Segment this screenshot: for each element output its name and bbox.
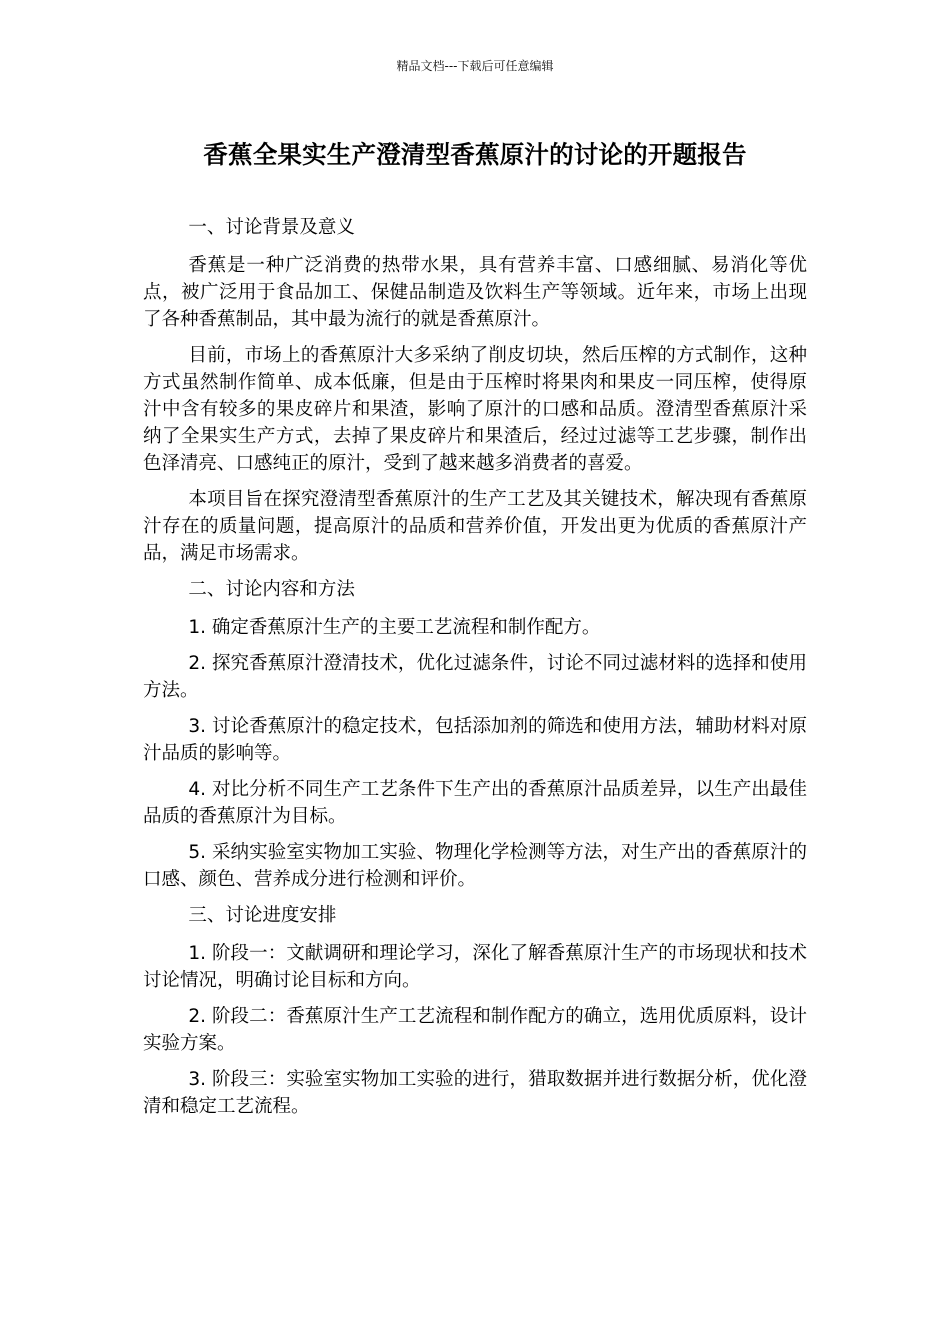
section-heading-content-methods: 二、讨论内容和方法 [188, 579, 355, 600]
list-item-content-4: 4. 对比分析不同生产工艺条件下生产出的香蕉原汁品质差异，以生产出最佳品质的香蕉原汁为目标。 [143, 779, 807, 827]
paragraph-current-methods: 目前，市场上的香蕉原汁大多采纳了削皮切块，然后压榨的方式制作，这种方式虽然制作简单、成本低廉，但是由于压榨时将果肉和果皮一同压榨，使得原汁中含有较多的果皮碎片和果渣，影响了原汁的口感和品质。澄清型香蕉原汁采纳了全果实生产方式，去掉了果皮碎片和果渣后，经过过滤等工艺步骤，制作出色泽清亮、口感纯正的原汁，受到了越来越多消费者的喜爱。 [143, 345, 807, 474]
list-item-content-1: 1. 确定香蕉原汁生产的主要工艺流程和制作配方。 [188, 617, 601, 638]
list-item-schedule-1: 1. 阶段一：文献调研和理论学习，深化了解香蕉原汁生产的市场现状和技术讨论情况，明确讨论目标和方向。 [143, 943, 807, 991]
list-item-content-5: 5. 采纳实验室实物加工实验、物理化学检测等方法，对生产出的香蕉原汁的口感、颜色、营养成分进行检测和评价。 [143, 842, 807, 890]
page-header-note: 精品文档---下载后可任意编辑 [396, 59, 554, 73]
paragraph-project-aim: 本项目旨在探究澄清型香蕉原汁的生产工艺及其关键技术，解决现有香蕉原汁存在的质量问题，提高原汁的品质和营养价值，开发出更为优质的香蕉原汁产品，满足市场需求。 [143, 489, 807, 564]
document-body [143, 214, 807, 1129]
document-title: 香蕉全果实生产澄清型香蕉原汁的讨论的开题报告 [203, 140, 747, 169]
section-heading-background: 一、讨论背景及意义 [188, 217, 355, 238]
list-item-content-2: 2. 探究香蕉原汁澄清技术，优化过滤条件，讨论不同过滤材料的选择和使用方法。 [143, 653, 807, 701]
list-item-schedule-2: 2. 阶段二：香蕉原汁生产工艺流程和制作配方的确立，选用优质原料，设计实验方案。 [143, 1006, 807, 1054]
section-heading-schedule: 三、讨论进度安排 [188, 905, 337, 926]
list-item-schedule-3: 3. 阶段三：实验室实物加工实验的进行，猎取数据并进行数据分析，优化澄清和稳定工艺流程。 [143, 1069, 807, 1117]
paragraph-banana-intro: 香蕉是一种广泛消费的热带水果，具有营养丰富、口感细腻、易消化等优点，被广泛用于食品加工、保健品制造及饮料生产等领域。近年来，市场上出现了各种香蕉制品，其中最为流行的就是香蕉原汁。 [143, 255, 807, 330]
list-item-content-3: 3. 讨论香蕉原汁的稳定技术，包括添加剂的筛选和使用方法，辅助材料对原汁品质的影响等。 [143, 716, 807, 764]
